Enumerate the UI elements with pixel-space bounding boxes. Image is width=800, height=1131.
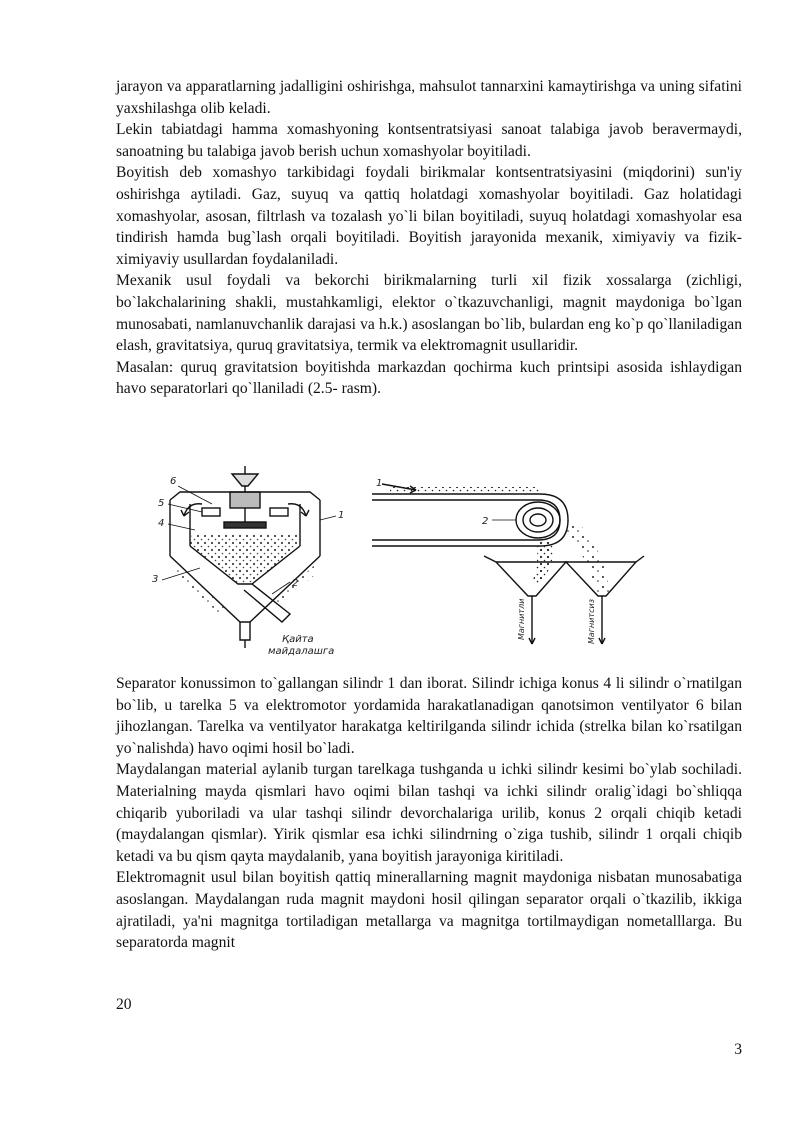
label-magnetic-output: Магнитли — [517, 598, 526, 640]
figure-drawing — [140, 464, 660, 664]
belt-material — [390, 487, 540, 493]
label-1: 1 — [338, 510, 345, 521]
footer-number: 20 — [116, 996, 132, 1013]
label-nonmagnetic-output: Магнитсиз — [587, 599, 596, 644]
label-3: 3 — [152, 574, 159, 585]
label-belt-1: 1 — [376, 478, 383, 489]
paragraph: Masalan: quruq gravitatsion boyitishda markazdan qochirma kuch printsipi asosida ishlaydigan havo separatorlari qo`llaniladi (2.5- rasm). — [116, 358, 742, 398]
material-particles — [190, 534, 300, 584]
label-drum-2: 2 — [482, 516, 489, 527]
label-6: 6 — [170, 476, 177, 487]
paragraph: Lekin tabiatdagi hamma xomashyoning kontsentratsiyasi sanoat talabiga javob beravermaydi, sanoatning bu talabiga javob berish uchun xomashyolar boyitiladi. — [116, 121, 742, 160]
paragraph: Boyitish deb xomashyo tarkibidagi foydali birikmalar kontsentratsiyasini (miqdorini) sun'iy oshirishga aytiladi. Gaz, suyuq va qattiq holatdagi xomashyolar boyitiladi. Gaz holatidagi xomashyolar, asosan, filtrlash va tozalash yo`li bilan boyitiladi, suyuq holatdagi xomashyolar esa tindirish hamda bug`lash orqali boyitiladi. Boyitish jarayonida mexanik, ximiyaviy va fizik-ximiyaviy usullardan foydalaniladi. — [116, 164, 742, 268]
paragraph: Elektromagnit usul bilan boyitish qattiq minerallarning magnit maydoniga nisbatan munosabatiga asoslangan. Maydalangan ruda magnit maydoni hosil qilingan separator orqali o`tkazilib, ikkiga ajratiladi, ya'ni magnitga tortiladigan metallarga va magnitga tortilmaydigan nometalllarga. Bu separatorda magnit — [116, 869, 742, 952]
label-4: 4 — [158, 518, 165, 529]
text-block-bottom — [116, 673, 742, 954]
paragraph: Maydalangan material aylanib turgan tarelkaga tushganda u ichki silindr kesimi bo`ylab sochiladi. Materialning mayda qismlari havo oqimi bilan tashqi va ichki silindr oralig`idagi bo`shliqqa chiqarib yuboriladi va ular tashqi silindr devorchalariga urilib, konus 2 orqali chiqib ketadi (maydalangan qismlar). Yirik qismlar esa ichki silindrning o`ziga tushib, silindr 1 orqali chiqib ketadi va bu qism qayta maydalanib, yana boyitish jarayoniga kiritiladi. — [116, 761, 742, 865]
paragraph: Mexanik usul foydali va bekorchi birikmalarning turli xil fizik xossalarga (zichligi, bo`lakchalarining shakli, mustahkamligi, elektor o`tkazuvchanligi, magnit maydoniga bo`lgan munosabati, namlanuvchanlik darajasi va h.k.) asoslangan bo`lib, bulardan eng ko`p qo`llaniladigan elash, gravitatsiya, quruq gravitatsiya, termik va elektromagnit usullaridir. — [116, 272, 742, 355]
text-block-top — [116, 76, 742, 400]
nonmagnetic-particles-fall — [564, 514, 610, 592]
separator-figure — [140, 464, 660, 664]
label-5: 5 — [158, 498, 165, 509]
paragraph: Separator konussimon to`gallangan silindr 1 dan iborat. Silindr ichiga konus 4 li silindr o`rnatilgan bo`lib, u tarelka 5 va elektromotor yordamida harakatlanadigan qanotsimon ventilyator 6 bilan jihozlangan. Tarelka va ventilyator harakatga keltirilganda silindr ichida (strelka bilan ko`rsatilgan yo`nalishda) havo oqimi hosil bo`ladi. — [116, 675, 742, 757]
magnetic-separator-drawing — [372, 484, 644, 644]
caption-to-crushing: майдалашга — [268, 646, 335, 657]
paragraph: jarayon va apparatlarning jadalligini oshirishga, mahsulot tannarxini kamaytirishga va uning sifatini yaxshilashga olib keladi. — [116, 78, 742, 117]
label-2: 2 — [292, 578, 299, 589]
page-number: 3 — [734, 1041, 742, 1058]
caption-return: Қайта — [282, 634, 314, 645]
